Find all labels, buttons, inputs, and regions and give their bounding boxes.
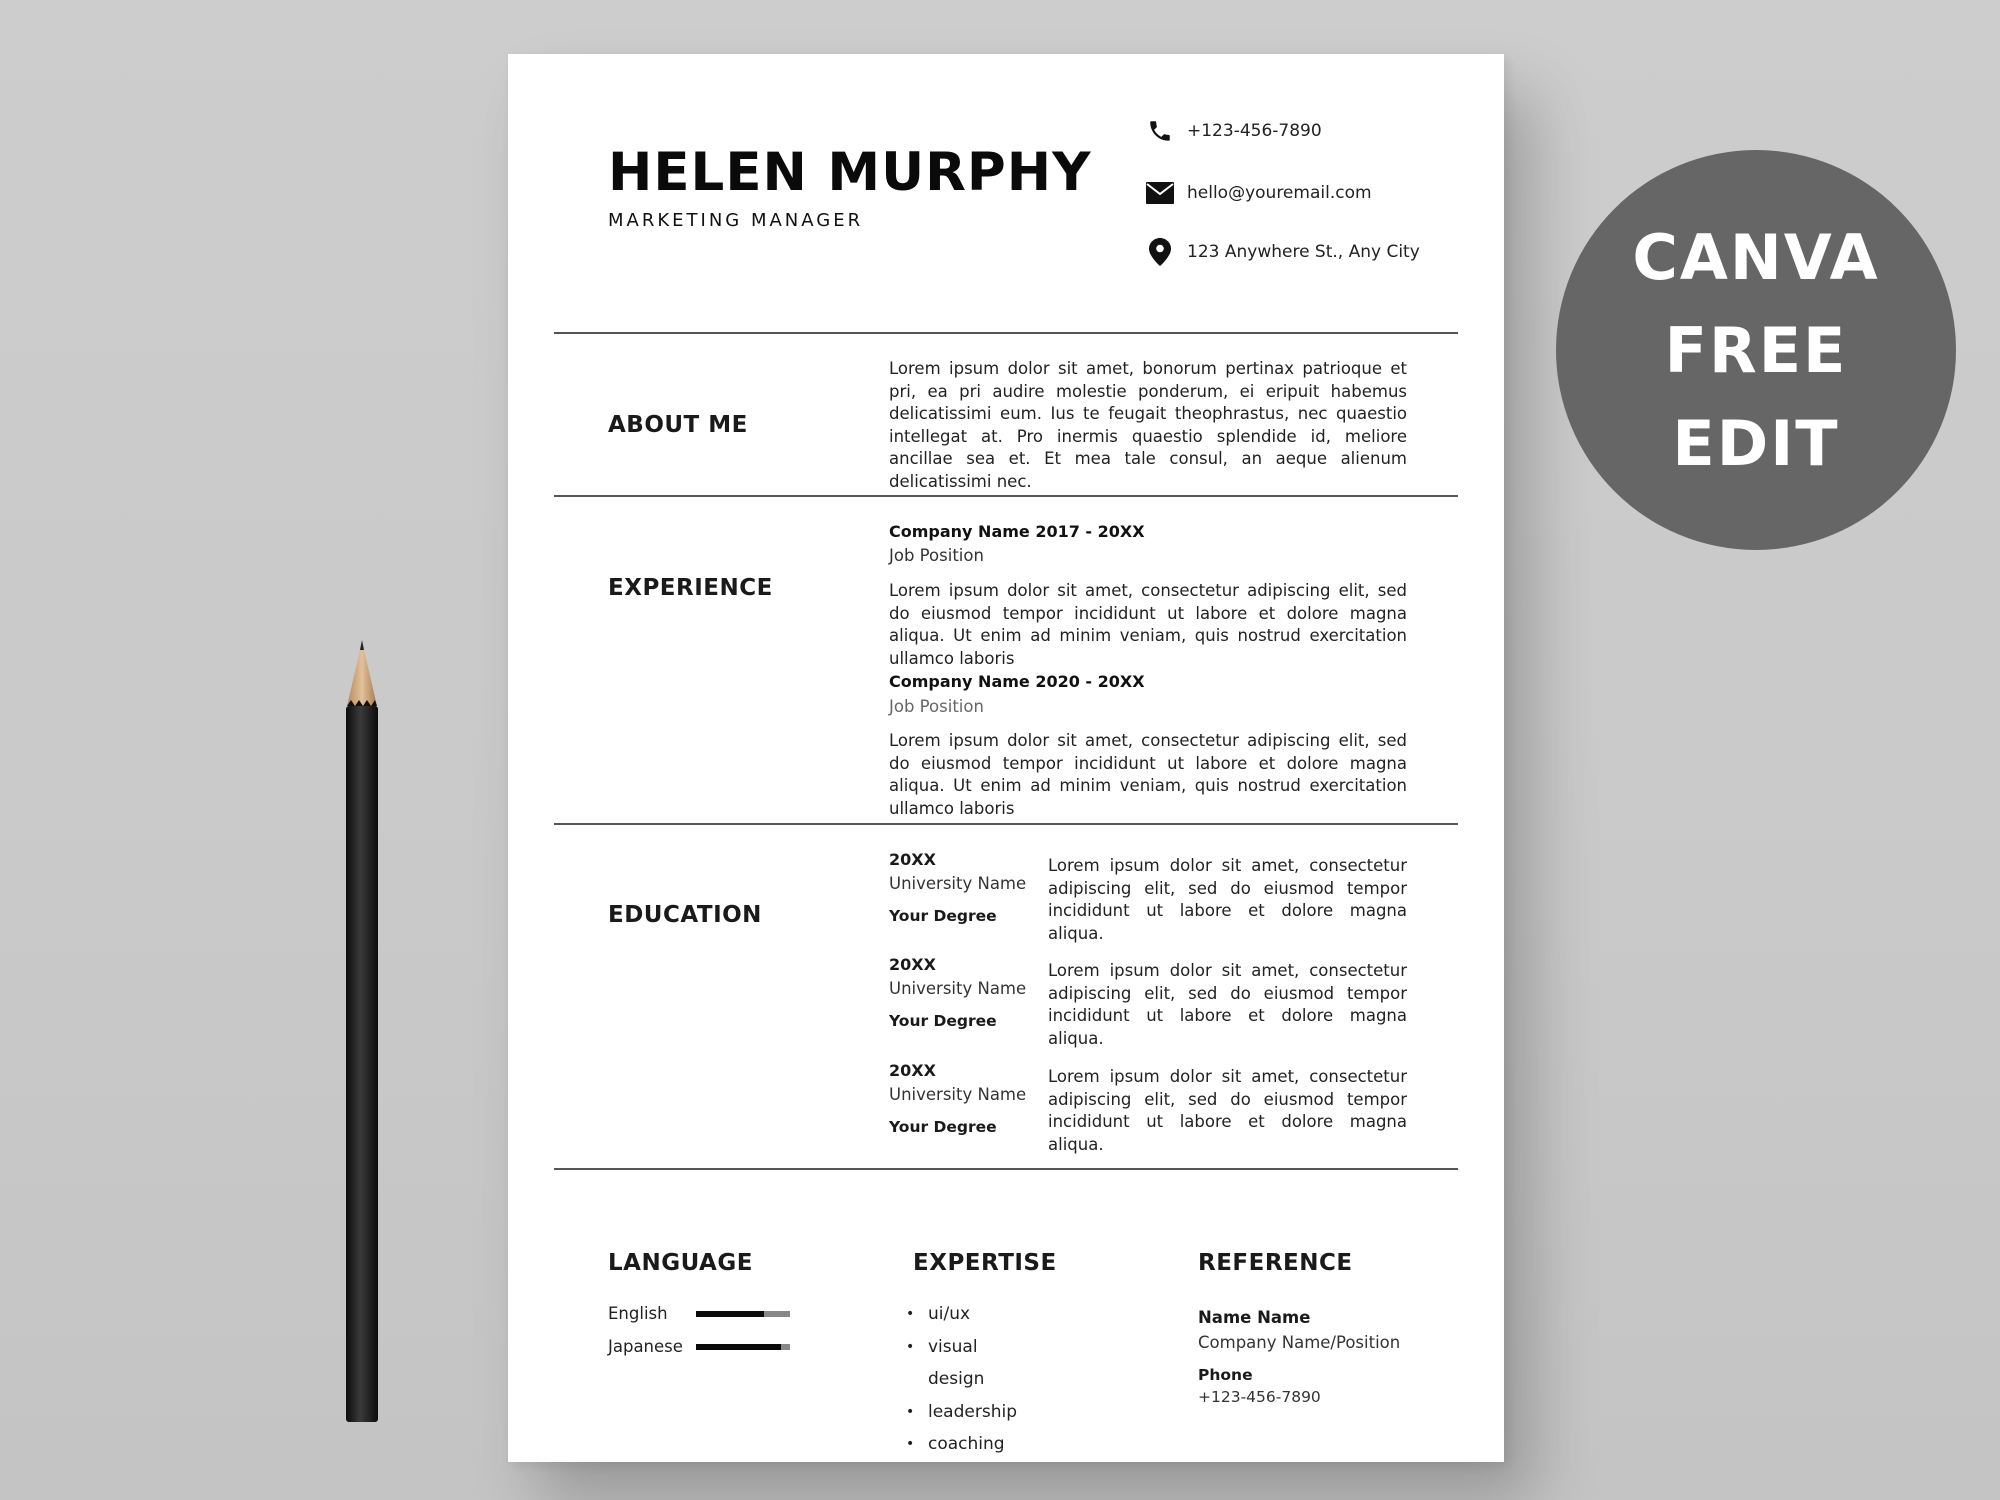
contact-address: 123 Anywhere St., Any City xyxy=(1187,242,1420,262)
language-item xyxy=(608,1337,790,1356)
resume-page xyxy=(508,54,1504,1462)
education-degree: Your Degree xyxy=(889,1012,997,1030)
reference-name: Name Name xyxy=(1198,1308,1311,1327)
divider xyxy=(554,1168,1458,1170)
experience-company: Company Name 2020 - 20XX xyxy=(889,672,1145,691)
reference-heading: REFERENCE xyxy=(1198,1250,1353,1276)
language-name: Japanese xyxy=(608,1337,683,1356)
divider xyxy=(554,823,1458,825)
experience-description: Lorem ipsum dolor sit amet, consectetur adipiscing elit, sed do eiusmod tempor incididunt ut labore et dolore magna aliqua. Ut enim ad minim veniam, quis nostrud exercitation ullamco laboris xyxy=(889,581,1407,668)
expertise-item: • ui/ux xyxy=(912,1298,1032,1331)
canva-free-edit-badge xyxy=(1556,150,1956,550)
phone-icon xyxy=(1146,117,1174,145)
education-year: 20XX xyxy=(889,955,936,974)
resume-job-title: MARKETING MANAGER xyxy=(608,210,864,231)
badge-line: CANVA xyxy=(1632,220,1880,294)
expertise-item: • leadership xyxy=(912,1396,1032,1429)
reference-company: Company Name/Position xyxy=(1198,1333,1401,1352)
mail-icon xyxy=(1146,179,1174,207)
education-degree: Your Degree xyxy=(889,1118,997,1136)
contact-address-row xyxy=(1146,238,1420,266)
reference-phone: +123-456-7890 xyxy=(1198,1388,1321,1406)
education-year: 20XX xyxy=(889,850,936,869)
expertise-item: • coaching xyxy=(912,1428,1032,1461)
contact-phone-row xyxy=(1146,117,1322,145)
language-name: English xyxy=(608,1304,668,1323)
divider xyxy=(554,495,1458,497)
about-text: Lorem ipsum dolor sit amet, bonorum pertinax patrioque et pri, ea pri audire molestie ponderum, ei eripuit habemus delicatissimi eum. Ius te feugait theophrastus, nec quaestio intellegat at. Pro inermis quaestio splendide id, meliore ancillae sea et. Et mea tale consul, an aeque alienum delicatissimi nec. xyxy=(889,359,1407,491)
experience-heading: EXPERIENCE xyxy=(608,575,773,601)
expertise-heading: EXPERTISE xyxy=(913,1250,1057,1276)
experience-description: Lorem ipsum dolor sit amet, consectetur adipiscing elit, sed do eiusmod tempor incididunt ut labore et dolore magna aliqua. Ut enim ad minim veniam, quis nostrud exercitation ullamco laboris xyxy=(889,731,1407,818)
education-description: Lorem ipsum dolor sit amet, consectetur adipiscing elit, sed do eiusmod tempor incididunt ut labore et dolore magna aliqua. xyxy=(1048,856,1407,943)
education-year: 20XX xyxy=(889,1061,936,1080)
language-heading: LANGUAGE xyxy=(608,1250,753,1276)
badge-line: FREE xyxy=(1664,313,1848,387)
experience-position: Job Position xyxy=(889,697,984,716)
reference-phone-label: Phone xyxy=(1198,1366,1253,1384)
pencil xyxy=(343,640,381,1422)
language-level-bar xyxy=(696,1344,790,1350)
divider xyxy=(554,332,1458,334)
expertise-list xyxy=(912,1298,1032,1461)
language-item xyxy=(608,1304,790,1323)
language-level-bar xyxy=(696,1311,790,1317)
about-heading: ABOUT ME xyxy=(608,412,748,438)
education-university: University Name xyxy=(889,979,1027,998)
experience-company: Company Name 2017 - 20XX xyxy=(889,522,1145,541)
resume-name: HELEN MURPHY xyxy=(608,142,1092,203)
expertise-item: • visual design xyxy=(912,1331,1032,1396)
badge-line: EDIT xyxy=(1672,406,1840,480)
language-level-fill xyxy=(696,1311,764,1317)
contact-phone: +123-456-7890 xyxy=(1187,121,1322,141)
experience-position: Job Position xyxy=(889,546,984,565)
contact-email-row xyxy=(1146,179,1372,207)
education-university: University Name xyxy=(889,1085,1027,1104)
contact-email: hello@youremail.com xyxy=(1187,183,1372,203)
education-description: Lorem ipsum dolor sit amet, consectetur adipiscing elit, sed do eiusmod tempor incididunt ut labore et dolore magna aliqua. xyxy=(1048,961,1407,1048)
education-university: University Name xyxy=(889,874,1027,893)
education-heading: EDUCATION xyxy=(608,902,762,928)
education-description: Lorem ipsum dolor sit amet, consectetur adipiscing elit, sed do eiusmod tempor incididunt ut labore et dolore magna aliqua. xyxy=(1048,1067,1407,1154)
education-degree: Your Degree xyxy=(889,907,997,925)
location-pin-icon xyxy=(1146,238,1174,266)
language-level-fill xyxy=(696,1344,781,1350)
